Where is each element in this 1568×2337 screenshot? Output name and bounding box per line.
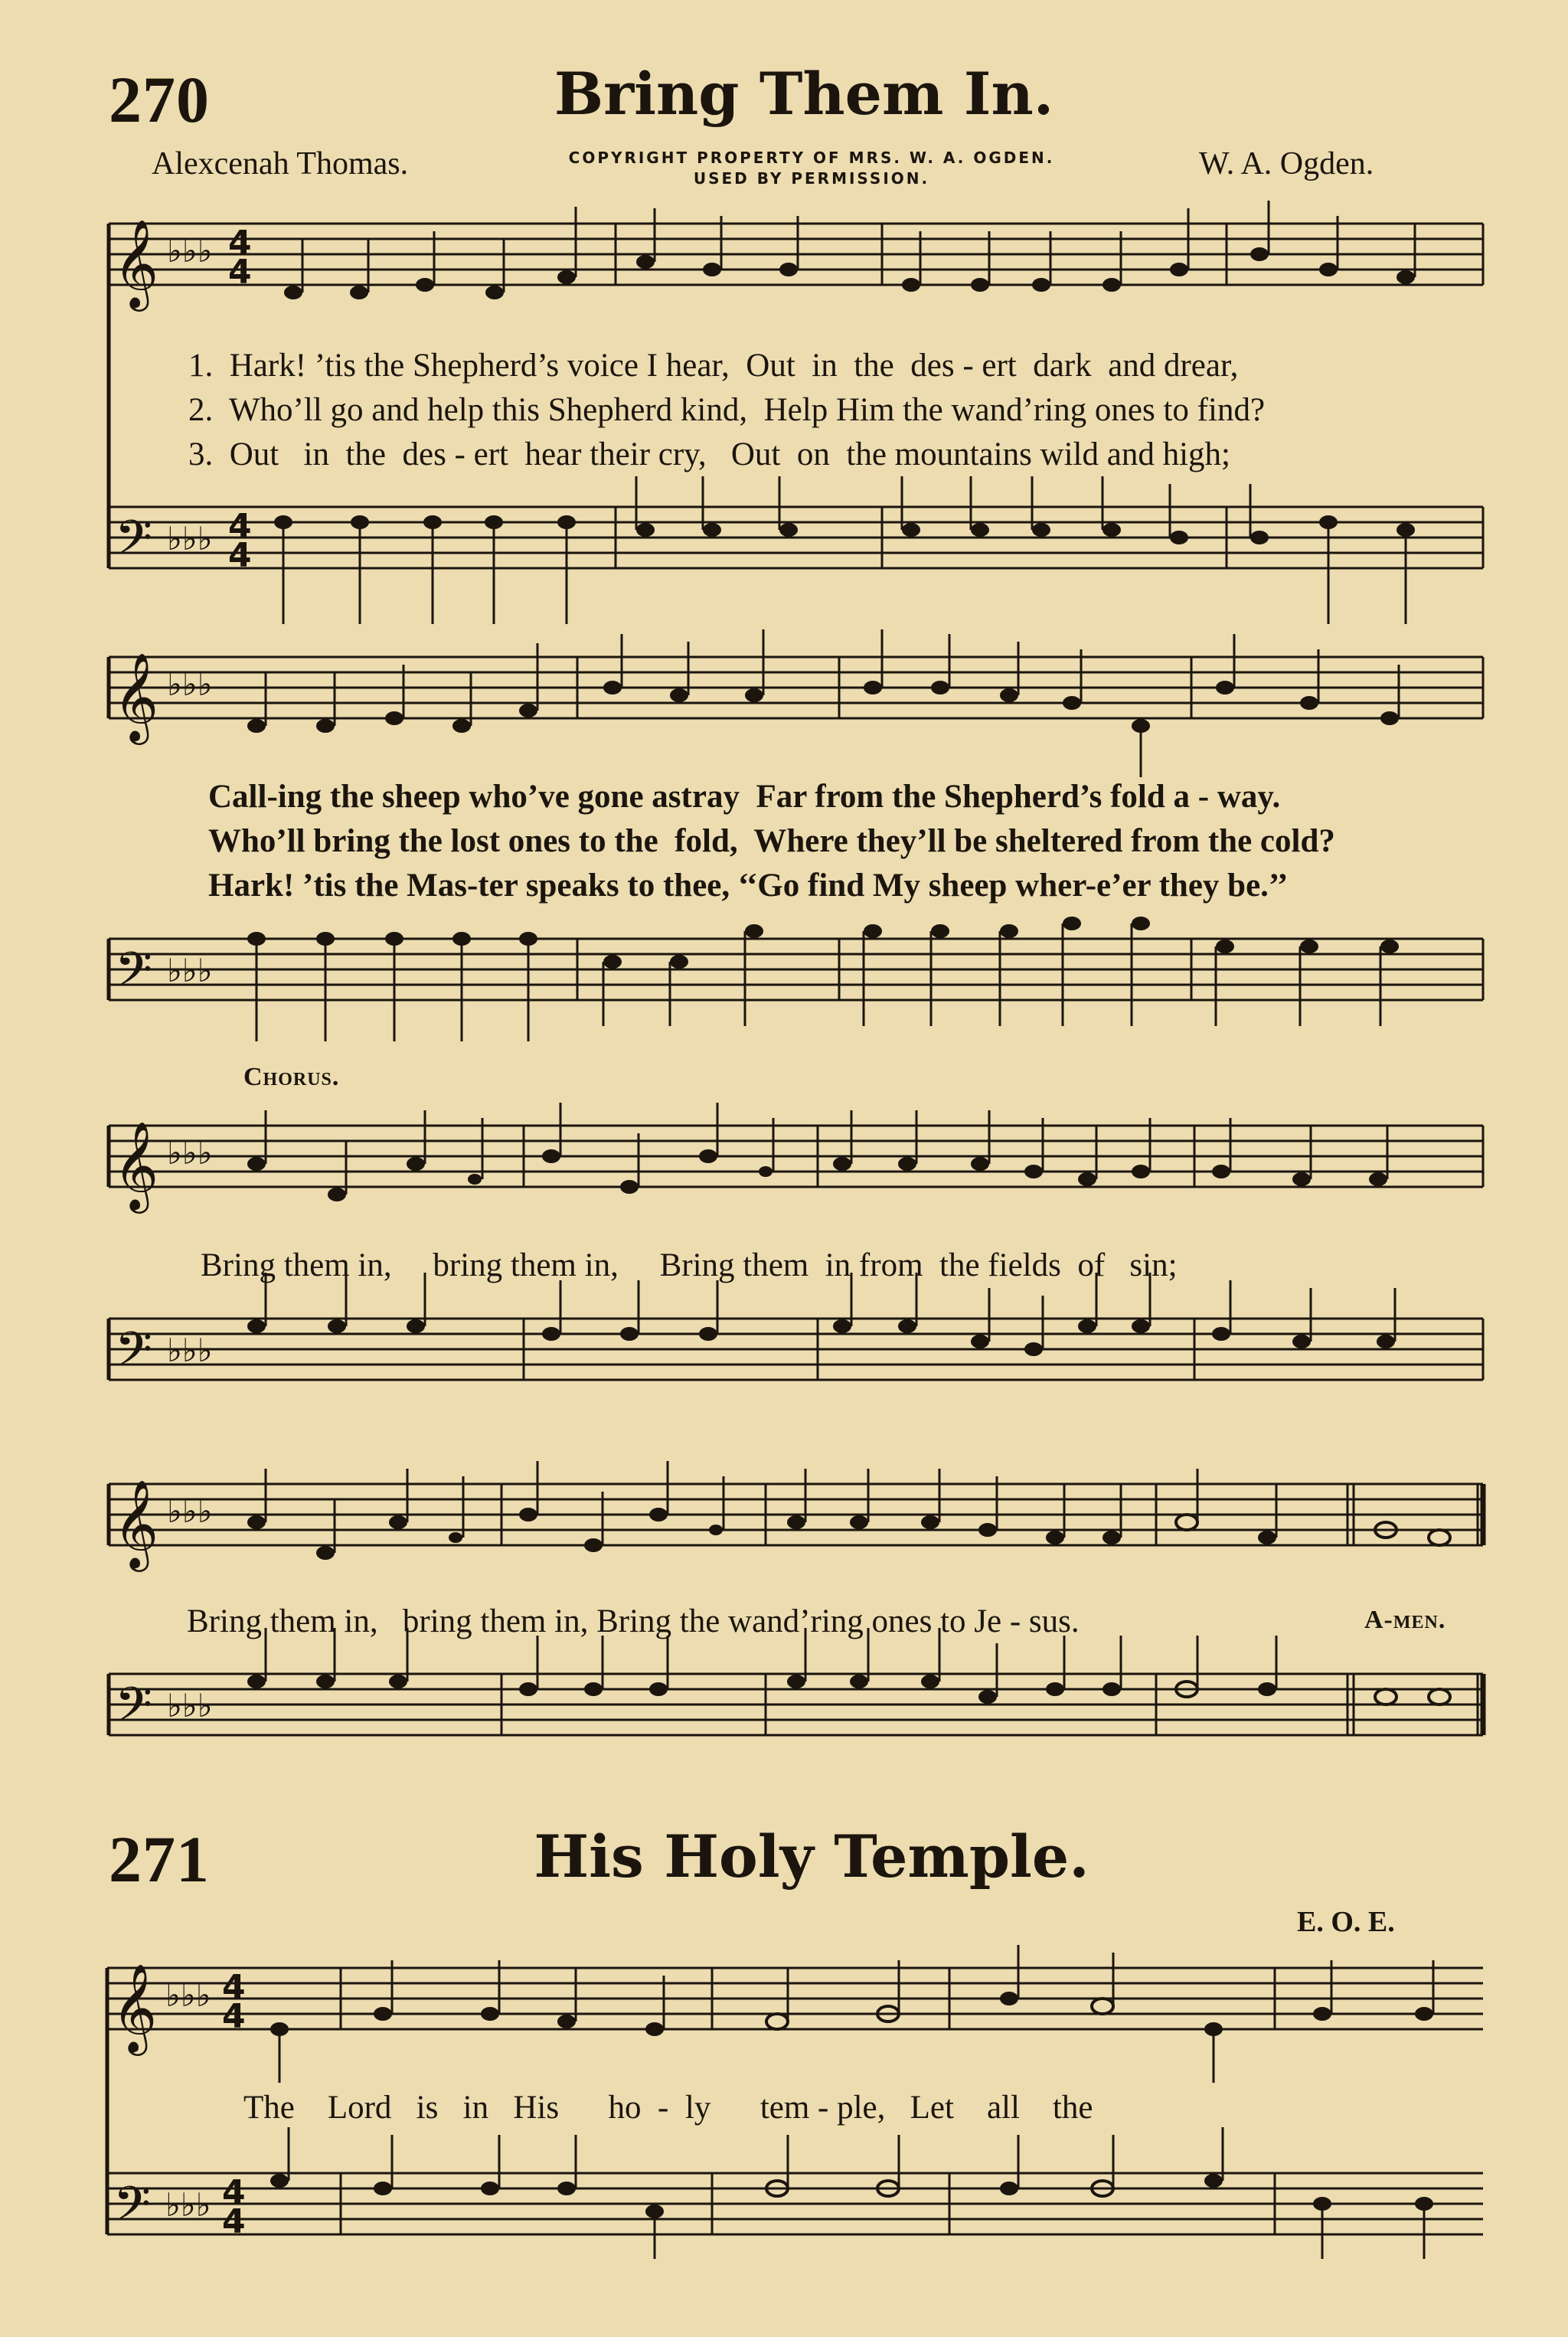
svg-text:4: 4 [222, 2202, 246, 2241]
svg-text:𝄞: 𝄞 [113, 652, 159, 741]
hymn-title: Bring Them In. [554, 60, 1054, 128]
verse-line-1: 1. Hark! ’tis the Shepherd’s voice I hear, Out in the des - ert dark and drear, [188, 348, 1239, 384]
author-music: W. A. Ogden. [1199, 146, 1374, 181]
svg-text:♭♭♭: ♭♭♭ [167, 1492, 213, 1530]
svg-text:♭♭♭: ♭♭♭ [167, 1687, 213, 1724]
verse-line-4: Call-ing the sheep who’ve gone astray Far from the Shepherd’s fold a - way. [208, 779, 1281, 815]
chorus-label: Chorus. [243, 1063, 340, 1091]
amen-label: A-men. [1364, 1606, 1446, 1634]
verse-line-5: Who’ll bring the lost ones to the fold, Where they’ll be sheltered from the cold? [208, 823, 1335, 859]
svg-text:♭♭♭: ♭♭♭ [167, 520, 213, 557]
author: E. O. E. [1297, 1906, 1395, 1938]
author-words: Alexcenah Thomas. [152, 146, 409, 181]
verse-line-6: Hark! ’tis the Mas-ter speaks to thee, ‘‘Go find My sheep wher-e’er they be.’’ [208, 868, 1289, 904]
svg-text:♭♭♭: ♭♭♭ [167, 1134, 213, 1172]
svg-text:𝄢: 𝄢 [115, 941, 152, 1009]
svg-text:4: 4 [228, 507, 252, 546]
verse-line-3: 3. Out in the des - ert hear their cry, Out on the mountains wild and high; [188, 436, 1230, 472]
svg-text:♭♭♭: ♭♭♭ [167, 1332, 213, 1369]
hymn-number: 270 [109, 63, 210, 136]
svg-text:♭♭♭: ♭♭♭ [167, 665, 213, 703]
chorus-line-2: Bring them in, bring them in, Bring the wand’ring ones to Je - sus. [187, 1603, 1080, 1639]
svg-text:4: 4 [228, 536, 252, 575]
svg-text:𝄞: 𝄞 [113, 1479, 159, 1568]
hymn-number: 271 [109, 1822, 210, 1896]
svg-text:♭♭♭: ♭♭♭ [165, 2186, 211, 2224]
copyright-line: USED BY PERMISSION. [693, 169, 930, 188]
svg-text:𝄞: 𝄞 [112, 1963, 158, 2052]
svg-text:4: 4 [222, 1968, 246, 2007]
copyright-notice [521, 148, 1102, 189]
svg-text:𝄢: 𝄢 [115, 1321, 152, 1389]
svg-text:𝄢: 𝄢 [115, 509, 152, 577]
svg-text:𝄢: 𝄢 [113, 2175, 151, 2244]
chorus-line-1: Bring them in, bring them in, Bring them in from the fields of sin; [201, 1247, 1178, 1283]
svg-text:𝄢: 𝄢 [115, 1676, 152, 1744]
svg-text:4: 4 [228, 253, 252, 292]
svg-text:4: 4 [222, 1997, 246, 2036]
verse-line-2: 2. Who’ll go and help this Shepherd kind, Help Him the wand’ring ones to find? [188, 392, 1266, 428]
svg-text:4: 4 [222, 2173, 246, 2212]
svg-text:♭♭♭: ♭♭♭ [167, 232, 213, 270]
svg-text:𝄞: 𝄞 [113, 1120, 159, 1210]
svg-text:4: 4 [228, 224, 252, 263]
svg-text:♭♭♭: ♭♭♭ [165, 1976, 211, 2014]
svg-text:𝄞: 𝄞 [113, 218, 159, 308]
copyright-line: COPYRIGHT PROPERTY OF MRS. W. A. OGDEN. [568, 149, 1055, 167]
hymn271-lyric-line: The Lord is in His ho - ly tem - ple, Let all the [243, 2090, 1093, 2126]
svg-text:♭♭♭: ♭♭♭ [167, 952, 213, 989]
hymn-title: His Holy Temple. [534, 1822, 1089, 1891]
